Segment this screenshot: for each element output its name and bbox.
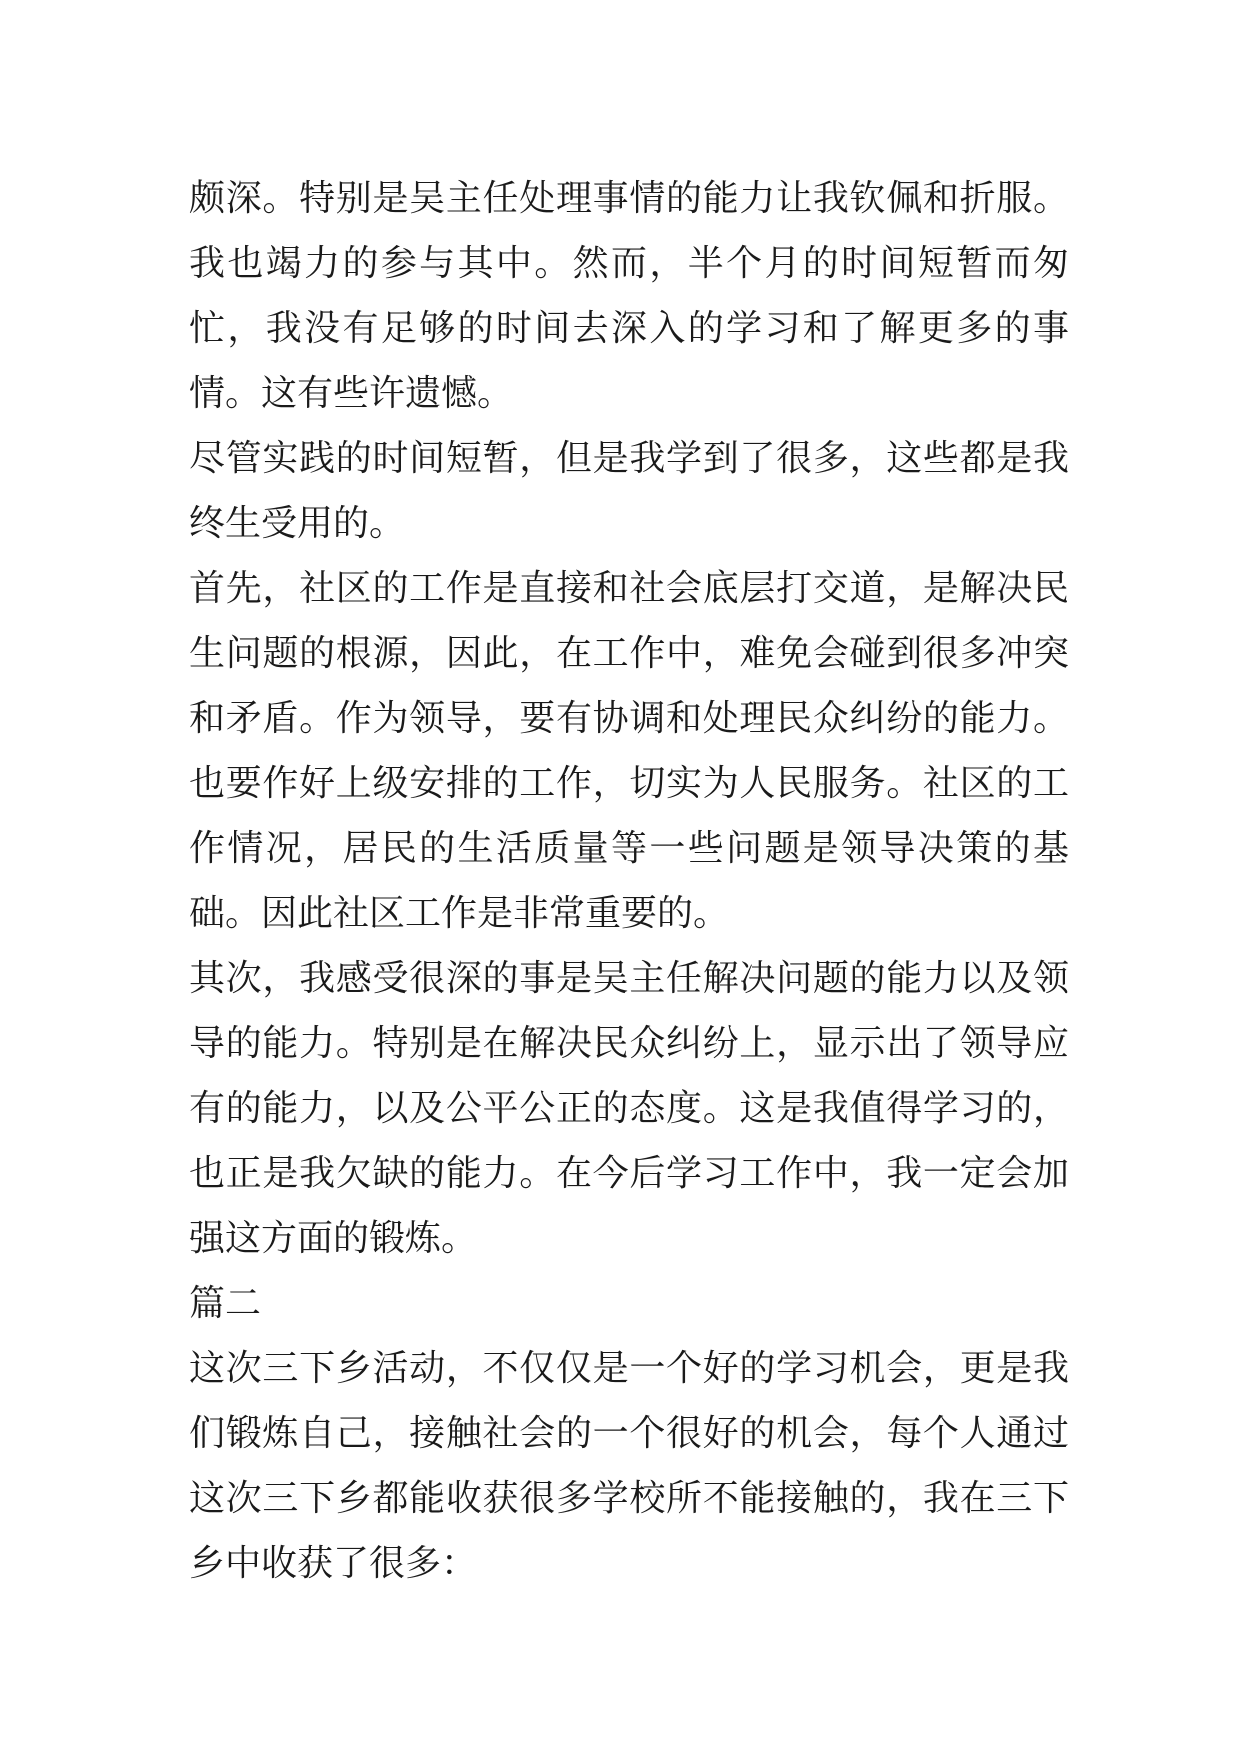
section-heading: 篇二 — [189, 1283, 262, 1324]
paragraph: 尽管实践的时间短暂，但是我学到了很多，这些都是我终生受用的。 — [189, 438, 1069, 544]
paragraph: 颇深。特别是吴主任处理事情的能力让我钦佩和折服。我也竭力的参与其中。然而，半个月的时间短暂而匆忙，我没有足够的时间去深入的学习和了解更多的事情。这有些许遗憾。 — [189, 178, 1069, 414]
paragraph: 其次，我感受很深的事是吴主任解决问题的能力以及领导的能力。特别是在解决民众纠纷上，显示出了领导应有的能力，以及公平公正的态度。这是我值得学习的，也正是我欠缺的能力。在今后学习工作中，我一定会加强这方面的锻炼。 — [189, 958, 1069, 1259]
paragraph: 首先，社区的工作是直接和社会底层打交道，是解决民生问题的根源，因此，在工作中，难免会碰到很多冲突和矛盾。作为领导，要有协调和处理民众纠纷的能力。也要作好上级安排的工作，切实为人民服务。社区的工作情况，居民的生活质量等一些问题是领导决策的基础。因此社区工作是非常重要的。 — [189, 568, 1069, 934]
paragraph: 这次三下乡活动，不仅仅是一个好的学习机会，更是我们锻炼自己，接触社会的一个很好的机会，每个人通过这次三下乡都能收获很多学校所不能接触的，我在三下乡中收获了很多： — [189, 1348, 1069, 1584]
document-body — [189, 166, 1069, 1596]
